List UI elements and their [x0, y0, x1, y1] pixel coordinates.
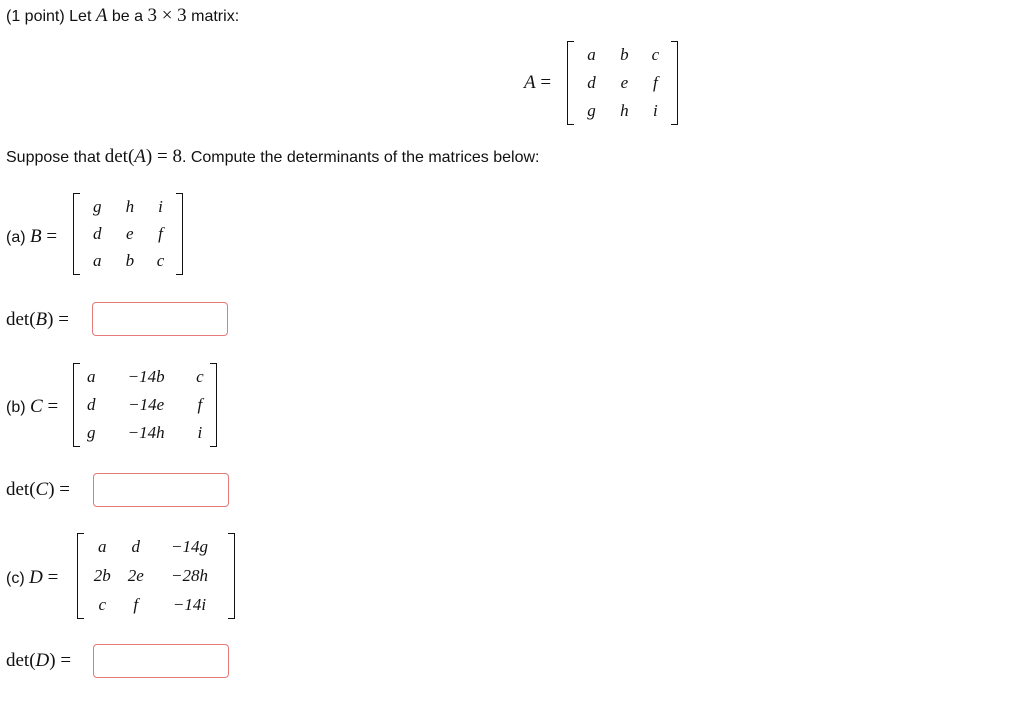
matrix-a-equals: = — [540, 72, 552, 93]
matrix-cell: e — [620, 73, 629, 92]
matrix-cell: f — [197, 395, 203, 414]
matrix-cell: b — [125, 251, 135, 271]
matrix-cell: b — [620, 45, 629, 64]
det-var: B — [35, 309, 48, 330]
part-c-label — [6, 567, 58, 589]
matrix-c — [73, 363, 217, 447]
det-var: C — [35, 479, 49, 500]
problem-header — [6, 5, 239, 27]
matrix-cell: −14h — [127, 423, 165, 442]
det-suffix: ) = — [49, 650, 72, 671]
matrix-cell: i — [197, 423, 203, 442]
matrix-cell: 2b — [93, 565, 111, 585]
matrix-cell: −14e — [128, 395, 165, 414]
matrix-cell: d — [93, 223, 102, 243]
matrix-cell: i — [158, 196, 163, 216]
suppose-var: A — [134, 146, 146, 167]
matrix-cell: −14g — [171, 537, 208, 557]
matrix-cell: d — [587, 73, 596, 92]
header-var: A — [95, 5, 108, 26]
header-dim: 3 × 3 — [147, 5, 187, 26]
part-var: D — [29, 567, 43, 588]
matrix-cell: −14b — [127, 367, 165, 386]
suppose-det: det( — [104, 146, 135, 167]
matrix-cell: g — [87, 423, 96, 442]
matrix-cell: f — [653, 73, 658, 92]
det-suffix: ) = — [47, 309, 69, 330]
det-c-input[interactable] — [93, 473, 229, 507]
part-var: C — [30, 396, 43, 417]
det-d-label — [6, 650, 71, 672]
matrix-cell: g — [587, 101, 596, 120]
part-equals: = — [47, 396, 59, 417]
matrix-cell: e — [126, 223, 134, 243]
matrix-cell: h — [620, 101, 629, 120]
det-b-input[interactable] — [92, 302, 228, 336]
matrix-a-label — [524, 72, 551, 94]
det-b-label — [6, 309, 69, 331]
matrix-cell: d — [87, 395, 96, 414]
matrix-a — [567, 41, 678, 125]
matrix-cell: f — [133, 594, 139, 614]
suppose-suffix: . Compute the determinants of the matrices below: — [181, 149, 540, 166]
matrix-cell: g — [93, 196, 102, 216]
part-b-label — [6, 396, 58, 418]
header-text-mid: be a — [107, 8, 148, 25]
matrix-b — [73, 193, 183, 275]
det-c-label — [6, 479, 70, 501]
part-label: (a) — [6, 229, 26, 246]
det-prefix: det( — [6, 309, 36, 330]
matrix-cell: −14i — [172, 594, 207, 614]
header-text: (1 point) Let — [6, 8, 96, 25]
suppose-text — [6, 146, 539, 168]
det-prefix: det( — [6, 479, 36, 500]
matrix-cell: a — [587, 45, 596, 64]
det-prefix: det( — [6, 650, 36, 671]
suppose-value: ) = 8 — [145, 146, 182, 167]
matrix-cell: h — [125, 196, 135, 216]
header-suffix: matrix: — [186, 8, 240, 25]
matrix-cell: i — [653, 101, 658, 120]
det-var: D — [35, 650, 50, 671]
matrix-cell: −28h — [171, 565, 208, 585]
part-label: (c) — [6, 570, 25, 587]
part-a-label — [6, 226, 57, 248]
matrix-cell: c — [651, 45, 660, 64]
matrix-cell: f — [158, 223, 163, 243]
suppose-prefix: Suppose that — [6, 149, 105, 166]
part-label: (b) — [6, 399, 26, 416]
part-equals: = — [47, 567, 59, 588]
matrix-cell: c — [156, 251, 165, 271]
matrix-cell: a — [87, 367, 96, 386]
part-var: B — [30, 226, 42, 247]
matrix-a-var: A — [524, 72, 536, 93]
matrix-cell: a — [97, 537, 107, 557]
det-suffix: ) = — [48, 479, 71, 500]
matrix-cell: c — [98, 594, 106, 614]
matrix-cell: 2e — [127, 565, 144, 585]
matrix-cell: d — [131, 537, 140, 557]
det-d-input[interactable] — [93, 644, 229, 678]
matrix-d — [77, 533, 235, 619]
matrix-cell: a — [93, 251, 102, 271]
part-equals: = — [46, 226, 58, 247]
matrix-cell: c — [196, 367, 204, 386]
